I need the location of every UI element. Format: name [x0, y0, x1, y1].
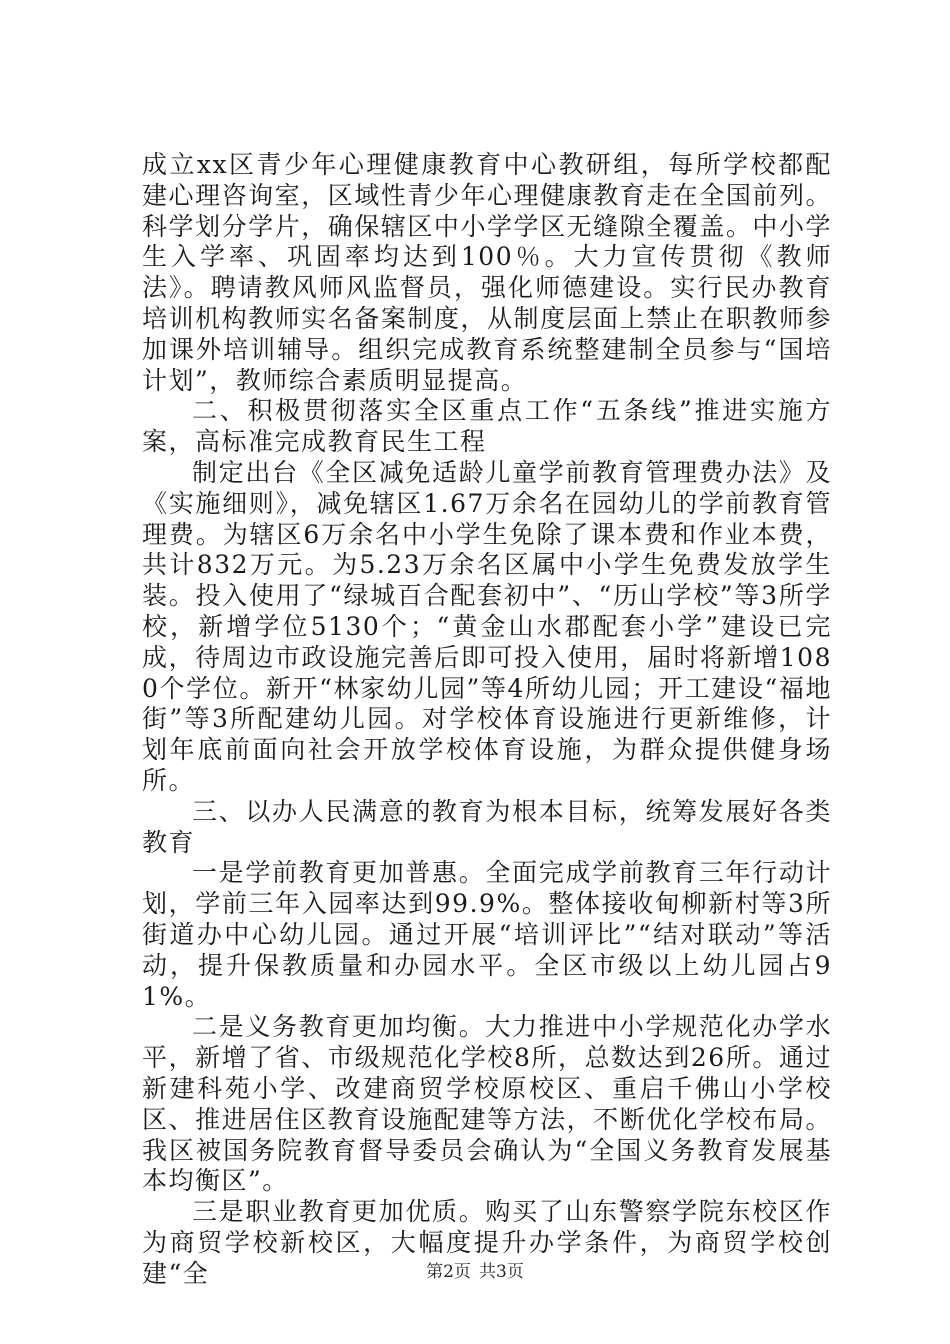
- page-total: 共3页: [479, 1262, 524, 1282]
- document-body: [142, 150, 832, 1289]
- paragraph-vocational-education: 三是职业教育更加优质。购买了山东警察学院东校区作为商贸学校新校区，大幅度提升办学条件，为商贸学校创建“全: [142, 1197, 832, 1288]
- paragraph-livelihood-projects: 制定出台《全区减免适龄儿童学前教育管理费办法》及《实施细则》，减免辖区1.67万余名在园幼儿的学前教育管理费。为辖区6万余名中小学生免除了课本费和作业本费，共计832万元。为5.23万余名区属中小学生免费发放学生装。投入使用了“绿城百合配套初中”、“历山学校”等3所学校，新增学位5130个；“黄金山水郡配套小学”建设已完成，待周边市政设施完善后即可投入使用，届时将新增1080个学位。新开“林家幼儿园”等4所幼儿园；开工建设“福地街”等3所配建幼儿园。对学校体育设施进行更新维修，计划年底前面向社会开放学校体育设施，为群众提供健身场所。: [142, 457, 832, 795]
- page-number: 第2页: [426, 1262, 471, 1282]
- paragraph-compulsory-education: 二是义务教育更加均衡。大力推进中小学规范化办学水平，新增了省、市级规范化学校8所，总数达到26所。通过新建科苑小学、改建商贸学校原校区、重启千佛山小学校区、推进居住区教育设施配建等方法，不断优化学校布局。我区被国务院教育督导委员会确认为“全国义务教育发展基本均衡区”。: [142, 1012, 832, 1196]
- paragraph-preschool-education: 一是学前教育更加普惠。全面完成学前教育三年行动计划，学前三年入园率达到99.9%。整体接收甸柳新村等3所街道办中心幼儿园。通过开展“培训评比”“结对联动”等活动，提升保教质量和办园水平。全区市级以上幼儿园占91%。: [142, 858, 832, 1011]
- heading-section-three: 三、以办人民满意的教育为根本目标，统筹发展好各类教育: [142, 796, 832, 857]
- paragraph-mental-health-and-teachers: 成立xx区青少年心理健康教育中心教研组，每所学校都配建心理咨询室，区域性青少年心理健康教育走在全国前列。科学划分学片，确保辖区中小学学区无缝隙全覆盖。中小学生入学率、巩固率均达到100％。大力宣传贯彻《教师法》。聘请教风师风监督员，强化师德建设。实行民办教育培训机构教师实名备案制度，从制度层面上禁止在职教师参加课外培训辅导。组织完成教育系统整建制全员参与“国培计划”，教师综合素质明显提高。: [142, 150, 832, 395]
- heading-section-two: 二、积极贯彻落实全区重点工作“五条线”推进实施方案，高标准完成教育民生工程: [142, 396, 832, 457]
- page-footer: [0, 1262, 950, 1282]
